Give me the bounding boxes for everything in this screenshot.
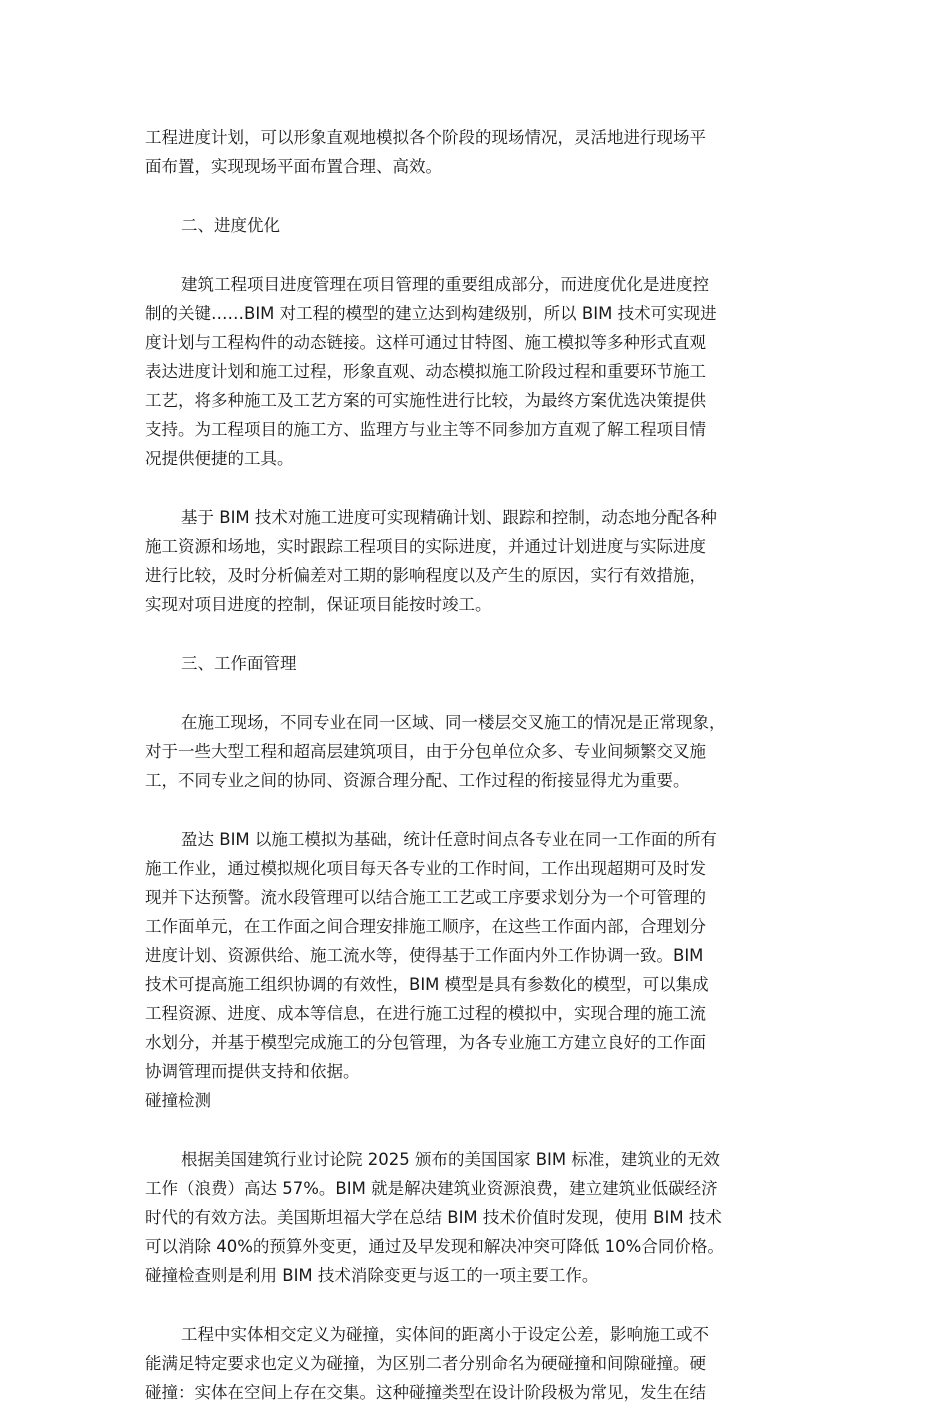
text-line: 能满足特定要求也定义为碰撞，为区别二者分别命名为硬碰撞和间隙碰撞。硬 xyxy=(145,1354,706,1373)
heading-text: 三、工作面管理 xyxy=(181,654,297,673)
text-line: 表达进度计划和施工过程，形象直观、动态模拟施工阶段过程和重要环节施工 xyxy=(145,362,706,381)
text-line: 对于一些大型工程和超高层建筑项目，由于分包单位众多、专业间频繁交叉施 xyxy=(145,742,706,761)
paragraph-bim-schedule-control xyxy=(145,503,805,619)
paragraph-bim-standard xyxy=(145,1145,805,1290)
text-line: 支持。为工程项目的施工方、监理方与业主等不同参加方直观了解工程项目情 xyxy=(145,420,706,439)
text-line: 进度计划、资源供给、施工流水等，使得基于工作面内外工作协调一致。BIM xyxy=(145,946,704,965)
heading-text: 二、进度优化 xyxy=(181,216,280,235)
section-heading-collision-detection xyxy=(145,1086,805,1115)
text-line: 工程中实体相交定义为碰撞，实体间的距离小于设定公差，影响施工或不 xyxy=(181,1325,709,1344)
paragraph-schedule-management xyxy=(145,270,805,473)
text-line: 建筑工程项目进度管理在项目管理的重要组成部分，而进度优化是进度控 xyxy=(181,275,709,294)
paragraph-collision-definition xyxy=(145,1320,805,1407)
document-page xyxy=(145,123,805,1407)
text-line: 碰撞：实体在空间上存在交集。这种碰撞类型在设计阶段极为常见，发生在结 xyxy=(145,1383,706,1402)
text-line: 协调管理而提供支持和依据。 xyxy=(145,1062,360,1081)
text-line: 基于 BIM 技术对施工进度可实现精确计划、跟踪和控制，动态地分配各种 xyxy=(181,508,717,527)
text-line: 度计划与工程构件的动态链接。这样可通过甘特图、施工模拟等多种形式直观 xyxy=(145,333,706,352)
text-line: 工作面单元，在工作面之间合理安排施工顺序，在这些工作面内部，合理划分 xyxy=(145,917,706,936)
text-line: 技术可提高施工组织协调的有效性，BIM 模型是具有参数化的模型，可以集成 xyxy=(145,975,709,994)
text-line: 可以消除 40%的预算外变更，通过及早发现和解决冲突可降低 10%合同价格。 xyxy=(145,1237,724,1256)
text-line: 面布置，实现现场平面布置合理、高效。 xyxy=(145,157,442,176)
text-line: 现并下达预警。流水段管理可以结合施工工艺或工序要求划分为一个可管理的 xyxy=(145,888,706,907)
text-line: 制的关键……BIM 对工程的模型的建立达到构建级别，所以 BIM 技术可实现进 xyxy=(145,304,717,323)
text-line: 盈达 BIM 以施工模拟为基础，统计任意时间点各专业在同一工作面的所有 xyxy=(181,830,717,849)
text-line: 施工作业，通过模拟规化项目每天各专业的工作时间，工作出现超期可及时发 xyxy=(145,859,706,878)
text-line: 工程资源、进度、成本等信息，在进行施工过程的模拟中，实现合理的施工流 xyxy=(145,1004,706,1023)
paragraph-continuation xyxy=(145,123,805,181)
text-line: 况提供便捷的工具。 xyxy=(145,449,294,468)
text-line: 在施工现场，不同专业在同一区域、同一楼层交叉施工的情况是正常现象， xyxy=(181,713,726,732)
text-line: 进行比较，及时分析偏差对工期的影响程度以及产生的原因，实行有效措施， xyxy=(145,566,706,585)
text-line: 施工资源和场地，实时跟踪工程项目的实际进度，并通过计划进度与实际进度 xyxy=(145,537,706,556)
paragraph-site-coordination xyxy=(145,708,805,795)
paragraph-yingda-bim xyxy=(145,825,805,1086)
section-heading-schedule-optimization xyxy=(145,211,805,240)
text-line: 实现对项目进度的控制，保证项目能按时竣工。 xyxy=(145,595,492,614)
text-line: 碰撞检查则是利用 BIM 技术消除变更与返工的一项主要工作。 xyxy=(145,1266,599,1285)
text-line: 工，不同专业之间的协同、资源合理分配、工作过程的衔接显得尤为重要。 xyxy=(145,771,690,790)
section-heading-work-face-management xyxy=(145,649,805,678)
heading-text: 碰撞检测 xyxy=(145,1091,211,1110)
text-line: 水划分，并基于模型完成施工的分包管理，为各专业施工方建立良好的工作面 xyxy=(145,1033,706,1052)
text-line: 根据美国建筑行业讨论院 2025 颁布的美国国家 BIM 标准，建筑业的无效 xyxy=(181,1150,720,1169)
text-line: 工程进度计划，可以形象直观地模拟各个阶段的现场情况，灵活地进行现场平 xyxy=(145,128,706,147)
text-line: 时代的有效方法。美国斯坦福大学在总结 BIM 技术价值时发现，使用 BIM 技术 xyxy=(145,1208,722,1227)
text-line: 工作（浪费）高达 57%。BIM 就是解决建筑业资源浪费，建立建筑业低碳经济 xyxy=(145,1179,718,1198)
text-line: 工艺，将多种施工及工艺方案的可实施性进行比较，为最终方案优选决策提供 xyxy=(145,391,706,410)
